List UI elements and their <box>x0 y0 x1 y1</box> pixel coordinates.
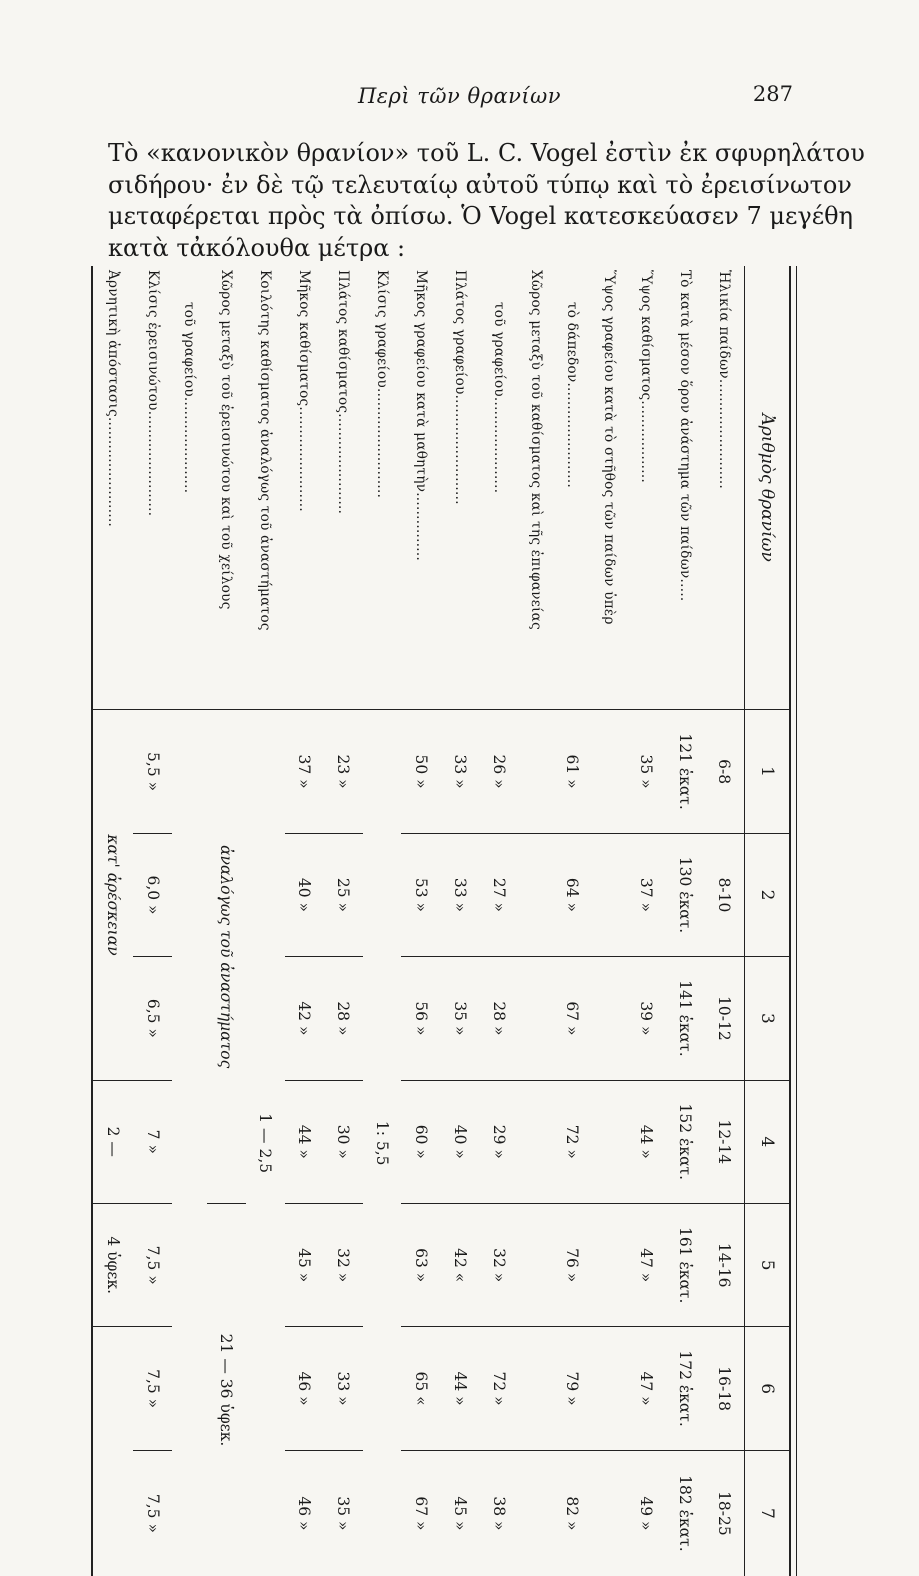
table-cell: 2 — <box>92 1080 133 1203</box>
table-cell: 32 » <box>479 1204 518 1327</box>
table-cell <box>172 710 207 1576</box>
table-cell: 7,5 » <box>133 1450 172 1576</box>
table-cell: 33 » <box>440 710 479 833</box>
table-cell: 152 ἑκατ. <box>666 1080 705 1203</box>
table-cell <box>518 1327 553 1450</box>
table-cell: 8-10 <box>704 833 744 956</box>
table-cell: 60 » <box>402 1080 441 1203</box>
table-cell: 72 » <box>553 1080 592 1203</box>
row-label: Κλίσις γραφείου........................ <box>363 266 402 710</box>
merged-cell: 1 — 2,5 <box>246 710 285 1576</box>
table-cell: 10-12 <box>704 957 744 1080</box>
row-label: Ἀρνητικὴ ἀπόστασις........................ <box>92 266 133 710</box>
table-cell <box>92 1327 133 1576</box>
row-label: Χῶρος μεταξὺ τοῦ καθίσματος καὶ τῆς ἐπιφανείας <box>518 266 553 710</box>
table-cell <box>518 1204 553 1327</box>
table-row <box>402 266 441 1576</box>
table-row <box>92 266 133 1576</box>
table-cell: 40 » <box>440 1080 479 1203</box>
table-cell: 39 » <box>627 957 666 1080</box>
table-cell: 172 ἑκατ. <box>666 1327 705 1450</box>
table-cell: 33 » <box>324 1327 363 1450</box>
row-label: Χῶρος μεταξὺ τοῦ ἐρεισινώτου καὶ τοῦ χείλους <box>207 266 246 710</box>
table-top-rule <box>796 266 797 1576</box>
row-label: Μῆκος γραφείου κατὰ μαθητὴν............... <box>402 266 441 710</box>
table-cell: 44 » <box>285 1080 324 1203</box>
table-cell: 67 » <box>553 957 592 1080</box>
table-cell: 28 » <box>479 957 518 1080</box>
table-cell: 28 » <box>324 957 363 1080</box>
table-cell: 130 ἑκατ. <box>666 833 705 956</box>
table-cell: 161 ἑκατ. <box>666 1204 705 1327</box>
row-label: Ἡλικία παίδων........................ <box>704 266 744 710</box>
table-cell: 76 » <box>553 1204 592 1327</box>
table-row <box>363 266 402 1576</box>
table-row <box>518 266 553 1576</box>
rotated-table-container <box>91 266 791 1576</box>
table-cell: 49 » <box>627 1450 666 1576</box>
row-label: Ὕψος γραφείου κατὰ τὸ στῆθος τῶν παίδων ὑπὲρ <box>592 266 627 710</box>
table-cell: 6-8 <box>704 710 744 833</box>
table-cell: 79 » <box>553 1327 592 1450</box>
table-cell <box>518 710 553 833</box>
table-header-label: Ἀριθμὸς θρανίων <box>745 266 791 710</box>
table-cell: 35 » <box>627 710 666 833</box>
row-label: Μῆκος καθίσματος....................... <box>285 266 324 710</box>
table-cell: 32 » <box>324 1204 363 1327</box>
table-row <box>592 266 627 1576</box>
desk-dimensions-table <box>91 266 791 1576</box>
table-cell: 72 » <box>479 1327 518 1450</box>
intro-line: μεταφέρεται πρὸς τὰ ὀπίσω. Ὁ Vogel κατεσκεύασεν 7 μεγέθη <box>108 201 798 233</box>
column-header: 3 <box>745 957 791 1080</box>
column-header: 7 <box>745 1450 791 1576</box>
table-cell: 121 ἑκατ. <box>666 710 705 833</box>
row-label: τὸ δάπεδον....................... <box>553 266 592 710</box>
table-cell: 7,5 » <box>133 1327 172 1450</box>
column-header: 1 <box>745 710 791 833</box>
table-cell: 27 » <box>479 833 518 956</box>
table-cell: 7 » <box>133 1080 172 1203</box>
table-cell <box>592 1450 627 1576</box>
table-row <box>133 266 172 1576</box>
table-cell: 6,0 » <box>133 833 172 956</box>
intro-line: σιδήρου· ἐν δὲ τῷ τελευταίῳ αὐτοῦ τύπῳ καὶ τὸ ἐρεισίνωτον <box>108 170 798 202</box>
table-cell: 38 » <box>479 1450 518 1576</box>
table-cell: 82 » <box>553 1450 592 1576</box>
table-cell: 26 » <box>479 710 518 833</box>
row-label: Κλίσις ἐρεισινώτου....................... <box>133 266 172 710</box>
column-header: 4 <box>745 1080 791 1203</box>
table-cell: 35 » <box>324 1450 363 1576</box>
table-cell: 6,5 » <box>133 957 172 1080</box>
table-cell <box>592 1327 627 1450</box>
table-cell: 46 » <box>285 1450 324 1576</box>
intro-line: κατὰ τἀκόλουθα μέτρα : <box>108 233 798 265</box>
table-row <box>553 266 592 1576</box>
table-cell: 47 » <box>627 1204 666 1327</box>
table-header-row <box>745 266 791 1576</box>
table-row <box>627 266 666 1576</box>
table-cell: 12-14 <box>704 1080 744 1203</box>
table-cell: 45 » <box>285 1204 324 1327</box>
table-cell: 45 » <box>440 1450 479 1576</box>
merged-cell: 1: 5,5 <box>363 710 402 1576</box>
table-cell: 44 » <box>440 1327 479 1450</box>
table-row <box>479 266 518 1576</box>
running-title: Περὶ τῶν θρανίων <box>0 84 919 108</box>
table-cell <box>518 1450 553 1576</box>
table-cell <box>592 833 627 956</box>
table-cell <box>518 1080 553 1203</box>
table-cell: 5,5 » <box>133 710 172 833</box>
row-label: Κοιλότης καθίσματος ἀναλόγως τοῦ ἀναστήματος <box>246 266 285 710</box>
table-row <box>440 266 479 1576</box>
table-row <box>285 266 324 1576</box>
table-cell: 61 » <box>553 710 592 833</box>
column-header: 6 <box>745 1327 791 1450</box>
table-cell: 16-18 <box>704 1327 744 1450</box>
table-cell <box>592 1204 627 1327</box>
table-cell: 29 » <box>479 1080 518 1203</box>
table-row <box>207 266 246 1576</box>
intro-line: Τὸ «κανονικὸν θρανίον» τοῦ L. C. Vogel ἐστὶν ἐκ σφυρηλάτου <box>108 138 798 170</box>
row-label: Πλάτος γραφείου........................ <box>440 266 479 710</box>
table-cell: 44 » <box>627 1080 666 1203</box>
table-cell: 141 ἑκατ. <box>666 957 705 1080</box>
column-header: 2 <box>745 833 791 956</box>
table-cell: 30 » <box>324 1080 363 1203</box>
table-cell: 40 » <box>285 833 324 956</box>
table-cell: 63 » <box>402 1204 441 1327</box>
table-row <box>324 266 363 1576</box>
table-cell: 65 « <box>402 1327 441 1450</box>
table-row <box>172 266 207 1576</box>
intro-paragraph <box>108 138 798 264</box>
table-row <box>246 266 285 1576</box>
row-label: τοῦ γραφείου..................... <box>172 266 207 710</box>
table-cell: 33 » <box>440 833 479 956</box>
row-label: Τὸ κατὰ μέσον ὅρον ἀνάστημα τῶν παίδων..... <box>666 266 705 710</box>
table-cell: 42 « <box>440 1204 479 1327</box>
table-cell: 64 » <box>553 833 592 956</box>
page-number: 287 <box>753 82 793 106</box>
table-cell: 7,5 » <box>133 1204 172 1327</box>
table-cell <box>592 1080 627 1203</box>
table-cell: 18-25 <box>704 1450 744 1576</box>
table-cell: 37 » <box>285 710 324 833</box>
table-cell <box>518 957 553 1080</box>
merged-cell-note: κατ' ἀρέσκειαν <box>92 710 133 1080</box>
table-cell: 182 ἑκατ. <box>666 1450 705 1576</box>
row-label: Πλάτος καθίσματος...................... <box>324 266 363 710</box>
row-label: τοῦ γραφείου..................... <box>479 266 518 710</box>
table-cell: 4 ὑφεκ. <box>92 1204 133 1327</box>
table-cell <box>518 833 553 956</box>
table-cell: 46 » <box>285 1327 324 1450</box>
table-cell: 67 » <box>402 1450 441 1576</box>
merged-cell-note: ἀναλόγως τοῦ ἀναστήματος <box>207 710 246 1204</box>
table-cell <box>592 957 627 1080</box>
table-cell: 53 » <box>402 833 441 956</box>
table-cell: 47 » <box>627 1327 666 1450</box>
table-cell: 14-16 <box>704 1204 744 1327</box>
table-cell: 42 » <box>285 957 324 1080</box>
column-header: 5 <box>745 1204 791 1327</box>
table-cell: 25 » <box>324 833 363 956</box>
table-cell: 37 » <box>627 833 666 956</box>
row-label: Ὕψος καθίσματος.................. <box>627 266 666 710</box>
table-row <box>704 266 744 1576</box>
table-cell: 23 » <box>324 710 363 833</box>
table-cell: 56 » <box>402 957 441 1080</box>
table-cell: 50 » <box>402 710 441 833</box>
table-cell <box>592 710 627 833</box>
table-row <box>666 266 705 1576</box>
table-cell: 35 » <box>440 957 479 1080</box>
merged-cell: 21 — 36 ὑφεκ. <box>207 1204 246 1576</box>
